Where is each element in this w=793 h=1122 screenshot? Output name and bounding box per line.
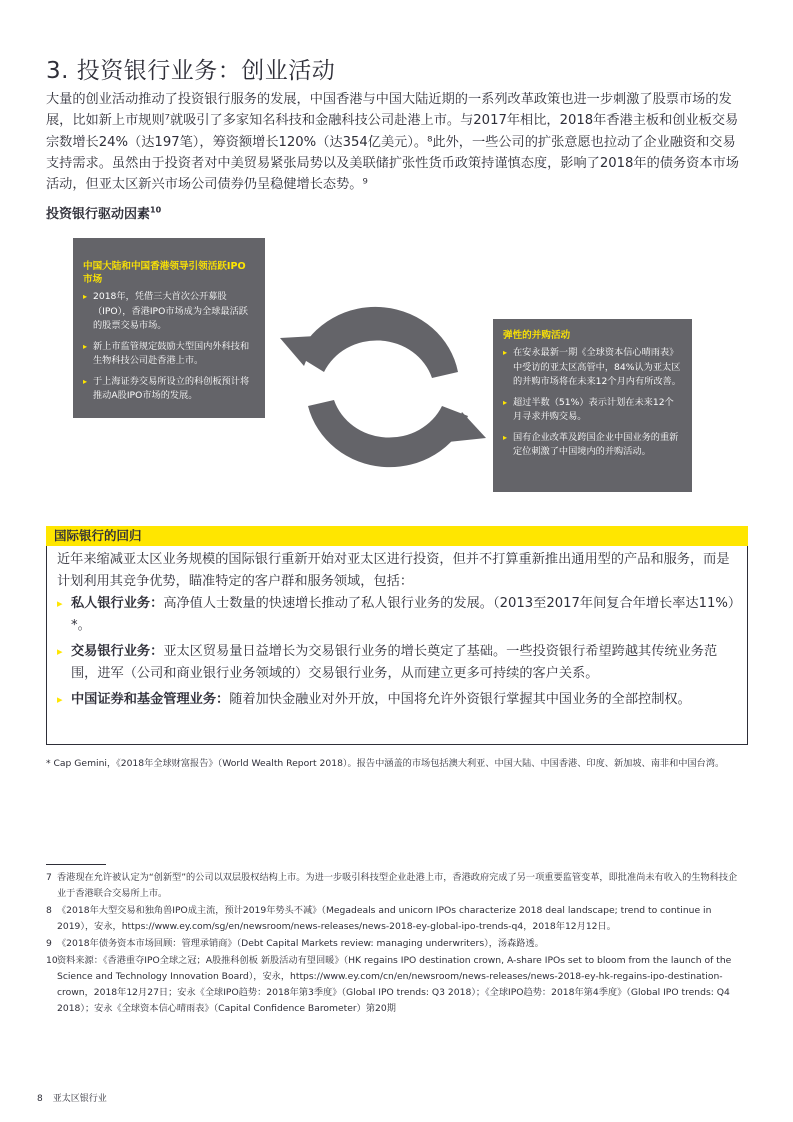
item-label: 中国证券和基金管理业务： xyxy=(71,692,230,707)
footnote-number: 8 xyxy=(46,905,52,916)
list-item xyxy=(57,689,737,711)
intl-banks-box xyxy=(46,546,748,745)
page-title: 3. 投资银行业务：创业活动 xyxy=(46,58,336,84)
item-text: 随着加快金融业对外开放，中国将允许外资银行掌握其中国业务的全部控制权。 xyxy=(229,692,691,707)
list-item: ▸ 2018年，凭借三大首次公开募股（IPO），香港IPO市场成为全球最活跃的股票交易市场。 xyxy=(83,290,255,334)
ipo-market-title: 中国大陆和中国香港领导引领活跃IPO市场 xyxy=(83,261,246,285)
footnote-text: 《2018年大型交易和独角兽IPO成主流，预计2019年势头不减》（Megadeals and unicorn IPOs characterize 2018 deal landscape; trend to continue in 2019），安永，https://www.ey.com/sg/en/newsroom/news-releases/news-2018-ey-global-ipo-trends-q4，2018年12月12日。 xyxy=(57,905,712,932)
source-note: * Cap Gemini，《2018年全球财富报告》（World Wealth Report 2018）。报告中涵盖的市场包括澳大利亚、中国大陆、中国香港、印度、新加坡、南非和中国台湾。 xyxy=(46,758,725,769)
cycle-arrows-graphic xyxy=(276,306,490,472)
item-label: 交易银行业务： xyxy=(71,644,164,659)
page-footer xyxy=(37,1091,107,1104)
footnote xyxy=(46,870,746,902)
item-label: 私人银行业务： xyxy=(71,596,164,611)
list-item: ▸ 于上海证券交易所设立的科创板预计将推动A股IPO市场的发展。 xyxy=(83,375,255,404)
item-text: 高净值人士数量的快速增长推动了私人银行业务的发展。（2013至2017年间复合年增长率达11%）*。 xyxy=(71,596,735,633)
drivers-heading-sup: 10 xyxy=(150,205,162,215)
ma-activity-title: 弹性的并购活动 xyxy=(503,330,571,341)
list-item xyxy=(57,641,737,684)
ipo-market-list xyxy=(83,290,255,404)
list-item: ▸ 在安永最新一期《全球资本信心晴雨表》中受访的亚太区高管中，84%认为亚太区的并购市场将在未来12个月内有所改善。 xyxy=(503,346,682,390)
footnote xyxy=(46,903,746,935)
footnote-text: 资料来源：《香港重夺IPO全球之冠；A股推科创板 新股活动有望回暖》（HK regains IPO destination crown, A-share IPOs set to bloom from the launch of the Science and Technology Innovation Board），安永，https://www.ey.com/cn/en/newsroom/news-releases/news-2018-ey-hk-regains-ipo-destination-crown，2018年12月27日；安永《全球IPO趋势：2018年第3季度》（Global IPO trends: Q3 2018）；《全球IPO趋势：2018年第4季度》（Global IPO trends: Q4 2018）；安永《全球资本信心晴雨表》（Capital Confidence Barometer）第20期 xyxy=(57,955,732,1014)
footnote xyxy=(46,953,746,1017)
intl-banks-lead: 近年来缩减亚太区业务规模的国际银行重新开始对亚太区进行投资，但并不打算重新推出通用型的产品和服务，而是计划利用其竞争优势，瞄准特定的客户群和服务领域，包括： xyxy=(57,552,730,589)
footnote-text: 香港现在允许被认定为“创新型”的公司以双层股权结构上市。为进一步吸引科技型企业赴港上市，香港政府完成了另一项重要监管变革，即批准尚未有收入的生物科技企业于香港联合交易所上市。 xyxy=(57,872,738,899)
cycle-arrow-lower xyxy=(308,400,468,467)
list-item: ▸ 国有企业改革及跨国企业中国业务的重新定位刺激了中国境内的并购活动。 xyxy=(503,431,682,460)
item-text: 亚太区贸易量日益增长为交易银行业务的增长奠定了基础。一些投资银行希望跨越其传统业务范围，进军（公司和商业银行业务领域的）交易银行业务，从而建立更多可持续的客户关系。 xyxy=(71,644,718,681)
footnote-number: 7 xyxy=(46,872,52,883)
footer-label: 亚太区银行业 xyxy=(52,1094,107,1104)
drivers-heading-text: 投资银行驱动因素 xyxy=(46,207,151,222)
page-number: 8 xyxy=(37,1094,43,1104)
intl-banks-list xyxy=(57,593,737,711)
footnote-number: 10 xyxy=(46,955,58,966)
footnote-number: 9 xyxy=(46,938,52,949)
intl-banks-header: 国际银行的回归 xyxy=(46,526,748,546)
list-item xyxy=(57,593,737,636)
footnote-text: 《2018年债务资本市场回顾：管理承销商》（Debt Capital Markets review: managing underwriters），汤森路透。 xyxy=(57,938,544,949)
ipo-market-box xyxy=(73,238,265,418)
footnote xyxy=(46,936,746,952)
ma-activity-box xyxy=(493,319,692,492)
footnotes xyxy=(46,870,746,1018)
cycle-arrow-upper xyxy=(298,307,458,378)
footnote-divider xyxy=(46,864,106,865)
ma-activity-list xyxy=(503,346,682,460)
drivers-heading xyxy=(46,203,161,222)
intro-paragraph: 大量的创业活动推动了投资银行服务的发展，中国香港与中国大陆近期的一系列改革政策也进一步刺激了股票市场的发展，比如新上市规则⁷就吸引了多家知名科技和金融科技公司赴港上市。与2017年相比，2018年香港主板和创业板交易宗数增长24%（达197笔），筹资额增长120%（达354亿美元）。⁸此外，一些公司的扩张意愿也拉动了企业融资和交易支持需求。虽然由于投资者对中美贸易紧张局势以及美联储扩张性货币政策持谨慎态度，影响了2018年的债务资本市场活动，但亚太区新兴市场公司债券仍呈稳健增长态势。⁹ xyxy=(46,92,739,193)
list-item: ▸ 新上市监管规定鼓励大型国内外科技和生物科技公司赴香港上市。 xyxy=(83,340,255,369)
list-item: ▸ 超过半数（51%）表示计划在未来12个月寻求并购交易。 xyxy=(503,396,682,425)
